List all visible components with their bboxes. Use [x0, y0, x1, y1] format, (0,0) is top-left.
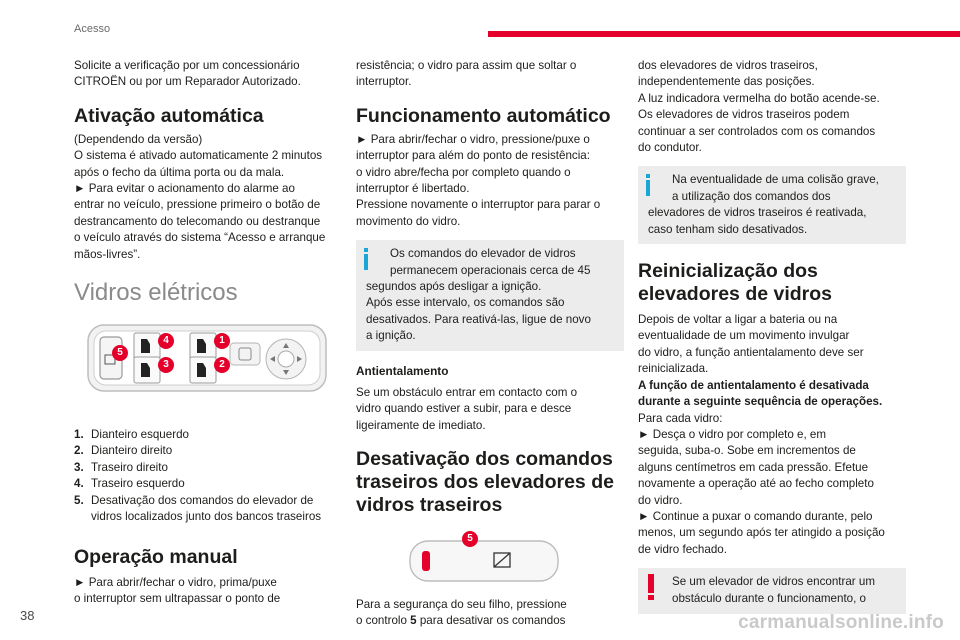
- callout-label: 3: [163, 359, 169, 371]
- info-box-collision: [638, 166, 906, 244]
- callout-label: 5: [467, 532, 473, 544]
- window-switch-panel-figure: [74, 317, 342, 417]
- text-line: O sistema é ativado automaticamente 2 minutos: [74, 149, 323, 163]
- text-line-bold: A função de antientalamento é desativada: [638, 378, 869, 392]
- text-line: (Dependendo da versão): [74, 132, 203, 146]
- text-line: ligeiramente de imediato.: [356, 418, 486, 432]
- page-number: 38: [20, 608, 35, 623]
- text-line: Pressione novamente o interruptor para parar o: [356, 198, 601, 212]
- header-accent-bar: [488, 31, 960, 37]
- text-line: novamente a operação até ao fecho completo: [638, 477, 874, 491]
- warning-box-obstacle: [638, 568, 906, 614]
- callout-label: 4: [163, 335, 169, 347]
- child-lock-switch-illustration: [356, 527, 624, 589]
- text-line: ► Desça o vidro por completo e, em: [638, 427, 827, 441]
- text-line: mãos-livres”.: [74, 247, 141, 261]
- heading-rear-controls-deactivation: [356, 448, 624, 517]
- text-line: interruptor.: [356, 75, 412, 89]
- text-line: o interruptor sem ultrapassar o ponto de: [74, 591, 281, 605]
- text-line-bold: durante a seguinte sequência de operações.: [638, 395, 883, 409]
- callout-label: 5: [117, 347, 123, 359]
- text-line: interruptor para além do ponto de resistência:: [356, 149, 590, 163]
- text-line: alguns centímetros em cada pressão. Efetue: [638, 460, 869, 474]
- text-line: continuar a ser controlados com os comandos: [638, 124, 876, 138]
- text-line: interruptor é libertado.: [356, 182, 470, 196]
- list-text: Dianteiro esquerdo: [91, 428, 189, 442]
- list-number: 5.: [74, 493, 84, 507]
- callout-5: [462, 531, 478, 547]
- text-line: Na eventualidade de uma colisão grave,: [672, 173, 879, 187]
- text-line: o veículo através do sistema “Acesso e arranque: [74, 231, 326, 245]
- list-number: 4.: [74, 477, 84, 491]
- text-line: dos elevadores de vidros traseiros,: [638, 59, 818, 72]
- text-line: seguida, suba-o. Sobe em incrementos de: [638, 444, 856, 458]
- text-line: menos, um segundo após ter atingido a posição: [638, 526, 885, 540]
- text-line: entrar no veículo, pressione primeiro o botão de: [74, 198, 321, 212]
- text-line: ► Continue a puxar o comando durante, pelo: [638, 509, 873, 523]
- text-line: obstáculo durante o funcionamento, o: [672, 591, 867, 605]
- list-item: [74, 476, 342, 492]
- text-line: o controlo 5 para desativar os comandos: [356, 614, 566, 628]
- intro-line: CITROËN ou por um Reparador Autorizado.: [74, 75, 301, 89]
- watermark: carmanualsonline.info: [738, 612, 944, 633]
- text-line: resistência; o vidro para assim que soltar o: [356, 59, 577, 72]
- text-line: segundos após desligar a ignição.: [366, 280, 542, 294]
- text-line: Se um obstáculo entrar em contacto com o: [356, 385, 578, 399]
- list-item: [74, 460, 342, 476]
- list-text: vidros localizados junto dos bancos traseiros: [91, 510, 322, 524]
- info-icon: [364, 248, 368, 270]
- text-line: do vidro.: [638, 493, 683, 507]
- column-3: [638, 58, 906, 614]
- heading-line: elevadores de vidros: [638, 283, 833, 306]
- text-line: permanecem operacionais cerca de 45: [390, 263, 591, 277]
- text-line: elevadores de vidros traseiros é reativada,: [648, 206, 867, 220]
- callout-2: [214, 357, 230, 373]
- list-item: [74, 493, 342, 509]
- callout-label: 2: [219, 359, 225, 371]
- heading-automatic-operation: Funcionamento automático: [356, 104, 611, 127]
- child-lock-switch-figure: [356, 527, 624, 589]
- text-line: Se um elevador de vidros encontrar um: [672, 575, 875, 589]
- text-line: ► Para abrir/fechar o vidro, pressione/puxe o: [356, 132, 590, 146]
- heading-auto-activation: Ativação automática: [74, 104, 264, 127]
- control-legend-list: [74, 427, 342, 525]
- section-title: Acesso: [74, 23, 111, 35]
- text-line: a ignição.: [366, 329, 416, 343]
- heading-line: traseiros dos elevadores de: [356, 470, 614, 493]
- list-number: 2.: [74, 444, 84, 458]
- text-line: de vidro fechado.: [638, 542, 727, 556]
- text-line: do condutor.: [638, 141, 702, 155]
- list-text: Traseiro direito: [91, 460, 168, 474]
- callout-3: [158, 357, 174, 373]
- text-line: ► Para evitar o acionamento do alarme ao: [74, 182, 295, 196]
- text-line: o vidro abre/fecha por completo quando o: [356, 165, 571, 179]
- list-item: [74, 443, 342, 459]
- text-line: Os comandos do elevador de vidros: [390, 247, 576, 261]
- callout-label: 1: [219, 335, 225, 347]
- intro-line: Solicite a verificação por um concessionário: [74, 59, 300, 72]
- heading-anti-pinch: Antientalamento: [356, 363, 449, 378]
- warning-icon: [648, 574, 654, 600]
- callout-1: [214, 333, 230, 349]
- window-switch-panel-illustration: [74, 317, 342, 417]
- heading-line: vidros traseiros: [356, 493, 503, 516]
- column-2: [356, 58, 624, 630]
- info-box-ignition: [356, 240, 624, 350]
- text-line: ► Para abrir/fechar o vidro, prima/puxe: [74, 575, 277, 589]
- text-line: após o fecho da última porta ou da mala.: [74, 165, 285, 179]
- heading-line: Reinicialização dos: [638, 260, 818, 283]
- heading-line: Desativação dos comandos: [356, 447, 613, 470]
- list-text: Traseiro esquerdo: [91, 477, 185, 491]
- text-line: Para a segurança do seu filho, pressione: [356, 597, 567, 611]
- callout-5: [112, 345, 128, 361]
- list-number: 3.: [74, 460, 84, 474]
- info-icon: [646, 174, 650, 196]
- text-line: Depois de voltar a ligar a bateria ou na: [638, 313, 838, 327]
- column-1: [74, 58, 342, 607]
- text-line: do vidro, a função antientalamento deve ser: [638, 345, 864, 359]
- auto-activation-text: [74, 132, 342, 263]
- heading-power-windows: Vidros elétricos: [74, 279, 238, 307]
- list-number: 1.: [74, 428, 84, 442]
- text-line: reinicializada.: [638, 362, 709, 376]
- text-line: movimento do vidro.: [356, 214, 461, 228]
- text-line: destrancamento do telecomando ou destranque: [74, 214, 321, 228]
- text-line: vidro quando estiver a subir, para e desce: [356, 402, 572, 416]
- list-text: Desativação dos comandos do elevador de: [91, 493, 314, 507]
- list-item: [74, 427, 342, 443]
- list-item: [74, 509, 342, 525]
- text-line: Para cada vidro:: [638, 411, 723, 425]
- list-number-spacer: [74, 509, 91, 525]
- text-line: eventualidade de um movimento invulgar: [638, 329, 850, 343]
- text-line: A luz indicadora vermelha do botão acende-se.: [638, 91, 880, 105]
- text-line: desativados. Para reativá-las, ligue de novo: [366, 312, 591, 326]
- text-line: Após esse intervalo, os comandos são: [366, 296, 565, 310]
- callout-4: [158, 333, 174, 349]
- heading-manual-operation: Operação manual: [74, 545, 238, 568]
- text-line: caso tenham sido desativados.: [648, 222, 808, 236]
- list-text: Dianteiro direito: [91, 444, 173, 458]
- text-line: Os elevadores de vidros traseiros podem: [638, 108, 850, 122]
- text-line: a utilização dos comandos dos: [672, 189, 831, 203]
- heading-window-reinit: [638, 260, 906, 306]
- text-line: independentemente das posições.: [638, 75, 815, 89]
